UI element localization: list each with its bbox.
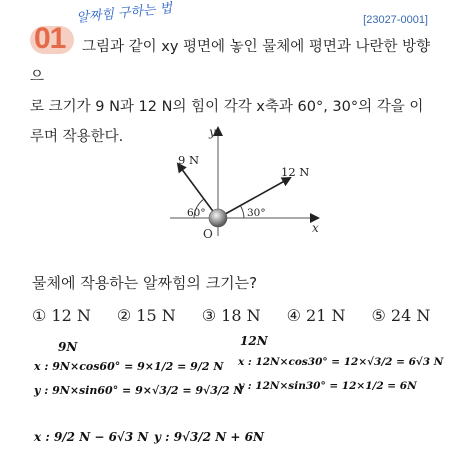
question-line-2: 로 크기가 9 N과 12 N의 힘이 각각 x축과 60°, 30°의 각을 이 [30,99,424,115]
question-number: 01 [34,22,66,55]
hw-y-12n: y : 12N×sin30° = 12×1/2 = 6N [238,380,417,392]
hw-y-9n: y : 9N×sin60° = 9×√3/2 = 9√3/2 N [34,384,244,397]
choice-1[interactable]: ① 12 N [32,306,91,325]
hw-x-9n: x : 9N×cos60° = 9×1/2 = 9/2 N [34,360,224,373]
choice-4[interactable]: ④ 21 N [286,306,346,325]
angle-30-label: 30° [247,207,266,219]
angle-60-label: 60° [187,207,206,219]
choice-2[interactable]: ② 15 N [116,306,176,325]
force-12n-label: 12 N [281,165,310,179]
hw-y-sum: y : 9√3/2 N + 6N [154,430,264,444]
y-axis-label: y [209,125,216,139]
x-axis-label: x [312,221,319,235]
object-ball [209,209,227,227]
hw-label-9n: 9N [58,340,78,354]
hw-x-sum: x : 9/2 N − 6√3 N [34,430,149,444]
question-line-1: 그림과 같이 xy 평면에 놓인 물체에 평면과 나란한 방향으 [30,39,431,85]
handwritten-title: 알짜힘 구하는 법 [75,1,173,26]
angle-30-arc [240,205,244,218]
question-code: [23027-0001] [363,14,428,26]
choice-5[interactable]: ⑤ 24 N [371,306,431,325]
answer-choices [32,306,430,325]
question-line-3: 루며 작용한다. [30,129,124,145]
choice-3[interactable]: ③ 18 N [201,306,261,325]
hw-x-12n: x : 12N×cos30° = 12×√3/2 = 6√3 N [238,356,444,368]
origin-label: O [203,227,213,241]
force-9n-label: 9 N [178,153,200,167]
hw-label-12n: 12N [240,334,268,348]
sub-question: 물체에 작용하는 알짜힘의 크기는? [32,274,258,292]
